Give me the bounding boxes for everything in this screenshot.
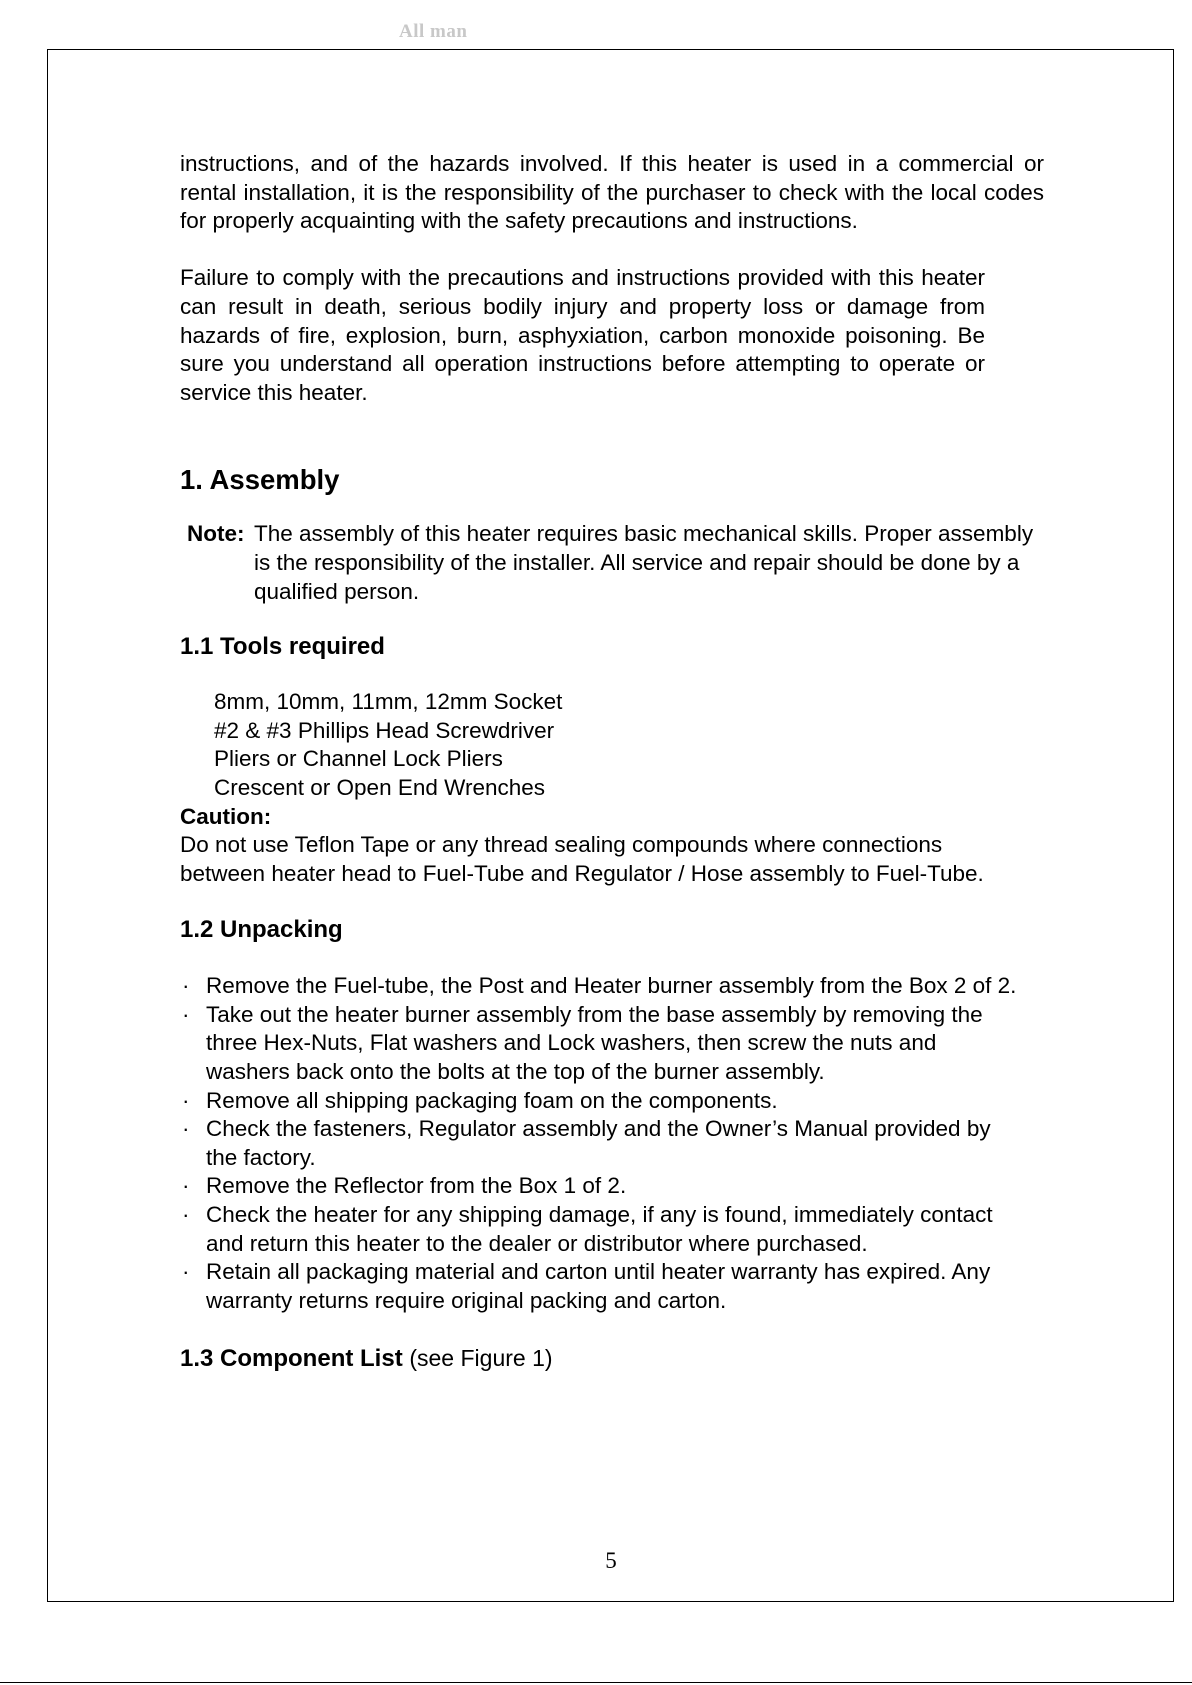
bottom-divider <box>0 1682 1192 1683</box>
note-label: Note: <box>187 521 245 547</box>
list-item: · Check the heater for any shipping damage, if any is found, immediately contact and return this heater to the dealer or distributor where purchased. <box>182 1202 993 1256</box>
list-item: · Remove the Fuel-tube, the Post and Heater burner assembly from the Box 2 of 2. <box>180 972 1020 1001</box>
intro-paragraph-2: Failure to comply with the precautions and instructions provided with this heater can result in death, serious bodily injury and property loss or damage from hazards of fire, explosion, burn, asphyxiation, carbon monoxide poisoning. Be sure you understand all operation instructions before attempting to operate or service this heater. <box>180 265 985 405</box>
intro-paragraph-1: instructions, and of the hazards involved. If this heater is used in a commercial or rental installation, it is the responsibility of the purchaser to check with the local codes for properly acquainting with the safety precautions and instructions. <box>180 151 1044 234</box>
component-list-title: 1.3 Component List <box>180 1345 403 1373</box>
bullet-icon: · <box>182 1116 190 1142</box>
bullet-icon: · <box>182 1202 190 1228</box>
unpacking-heading: 1.2 Unpacking <box>180 916 343 944</box>
list-item: · Check the fasteners, Regulator assembly and the Owner’s Manual provided by the factory. <box>182 1116 991 1170</box>
tool-item: Pliers or Channel Lock Pliers <box>214 746 503 772</box>
bullet-icon: · <box>182 1087 190 1113</box>
tool-item: 8mm, 10mm, 11mm, 12mm Socket <box>214 689 563 715</box>
bullet-icon: · <box>182 1259 190 1285</box>
list-item: · Retain all packaging material and carton until heater warranty has expired. Any warranty returns require original packing and carton. <box>182 1259 991 1313</box>
caution-label: Caution: <box>180 803 272 829</box>
bullet-icon: · <box>182 1001 190 1027</box>
unpacking-list <box>180 972 1020 1315</box>
component-list-heading <box>180 1343 1046 1374</box>
list-item: · Remove all shipping packaging foam on the components. <box>180 1087 1020 1116</box>
note-text: The assembly of this heater requires basic mechanical skills. Proper assembly is the responsibility of the installer. All service and repair should be done by a qualified person. <box>254 521 1034 604</box>
tools-heading: 1.1 Tools required <box>180 633 385 661</box>
figure-reference[interactable]: (see Figure 1) <box>409 1345 553 1372</box>
assembly-note <box>180 520 1046 606</box>
tools-list <box>180 688 1046 802</box>
bullet-icon: · <box>182 973 190 999</box>
list-item: · Remove the Reflector from the Box 1 of 2. <box>180 1172 1020 1201</box>
watermark-text: All man <box>399 21 468 42</box>
tool-item: Crescent or Open End Wrenches <box>214 774 545 800</box>
page-content <box>180 150 1046 1374</box>
list-item: · Take out the heater burner assembly from the base assembly by removing the three Hex-Nuts, Flat washers and Lock washers, then screw the nuts and washers back onto the bolts at the top of the burner assembly. <box>182 1001 983 1085</box>
tool-item: #2 & #3 Phillips Head Screwdriver <box>214 717 555 743</box>
caution-text: Do not use Teflon Tape or any thread sealing compounds where connections between heater head to Fuel-Tube and Regulator / Hose assembly to Fuel-Tube. <box>180 832 984 886</box>
bullet-icon: · <box>182 1173 190 1199</box>
page-number: 5 <box>605 1548 617 1573</box>
assembly-heading: 1. Assembly <box>180 464 340 496</box>
